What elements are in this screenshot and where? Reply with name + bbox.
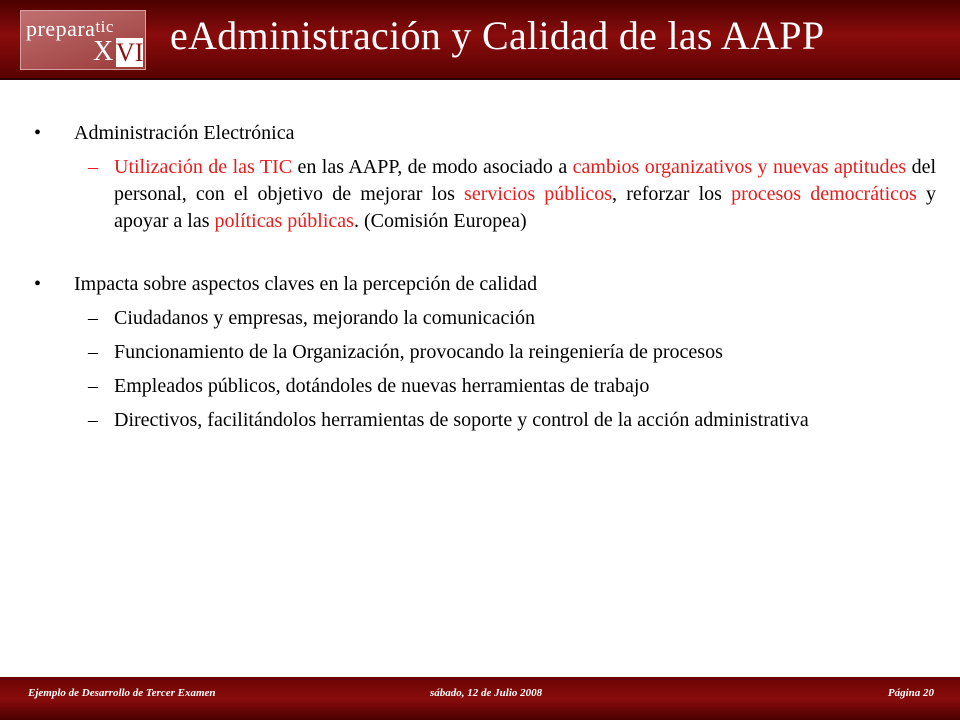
slide-header (0, 0, 960, 80)
preparatic-logo (20, 10, 146, 70)
bullet-impacta: • Impacta sobre aspectos claves en la percepción de calidad (32, 271, 936, 298)
dash-marker: – (88, 409, 98, 431)
footer-date: sábado, 12 de Julio 2008 (430, 687, 543, 699)
dash-marker: – (88, 307, 98, 329)
sub-item-funcionamiento: – Funcionamiento de la Organización, provocando la reingeniería de procesos (32, 339, 936, 366)
footer-page-number: Página 20 (887, 687, 934, 699)
logo-x: X (93, 36, 114, 67)
sub-item-empleados: – Empleados públicos, dotándoles de nuevas herramientas de trabajo (32, 373, 936, 400)
sub-item-definition: – Utilización de las TIC en las AAPP, de modo asociado a cambios organizativos y nuevas aptitudes del personal, con el objetivo de mejorar los servicios públicos, reforzar los procesos democráticos y apoyar a las políticas públicas. (Comisión Europea) (88, 156, 936, 232)
dash-marker: – (88, 341, 98, 363)
slide-footer (0, 677, 960, 720)
sub-item-ciudadanos: – Ciudadanos y empresas, mejorando la comunicación (32, 305, 936, 332)
slide-body (32, 116, 936, 434)
bullet-administracion: • Administración Electrónica (32, 120, 936, 147)
bullet-marker: • (34, 122, 42, 144)
footer-left-text: Ejemplo de Desarrollo de Tercer Examen (28, 687, 216, 699)
slide-title: eAdministración y Calidad de las AAPP (170, 13, 825, 58)
logo-vi-box: VI (116, 38, 144, 67)
dash-marker: – (88, 375, 98, 397)
logo-wordmark: preparatic (26, 16, 114, 41)
sub-item-directivos: – Directivos, facilitándolos herramientas de soporte y control de la acción administrativa (32, 407, 936, 434)
dash-marker: – (88, 156, 98, 178)
bullet-marker: • (34, 273, 42, 295)
